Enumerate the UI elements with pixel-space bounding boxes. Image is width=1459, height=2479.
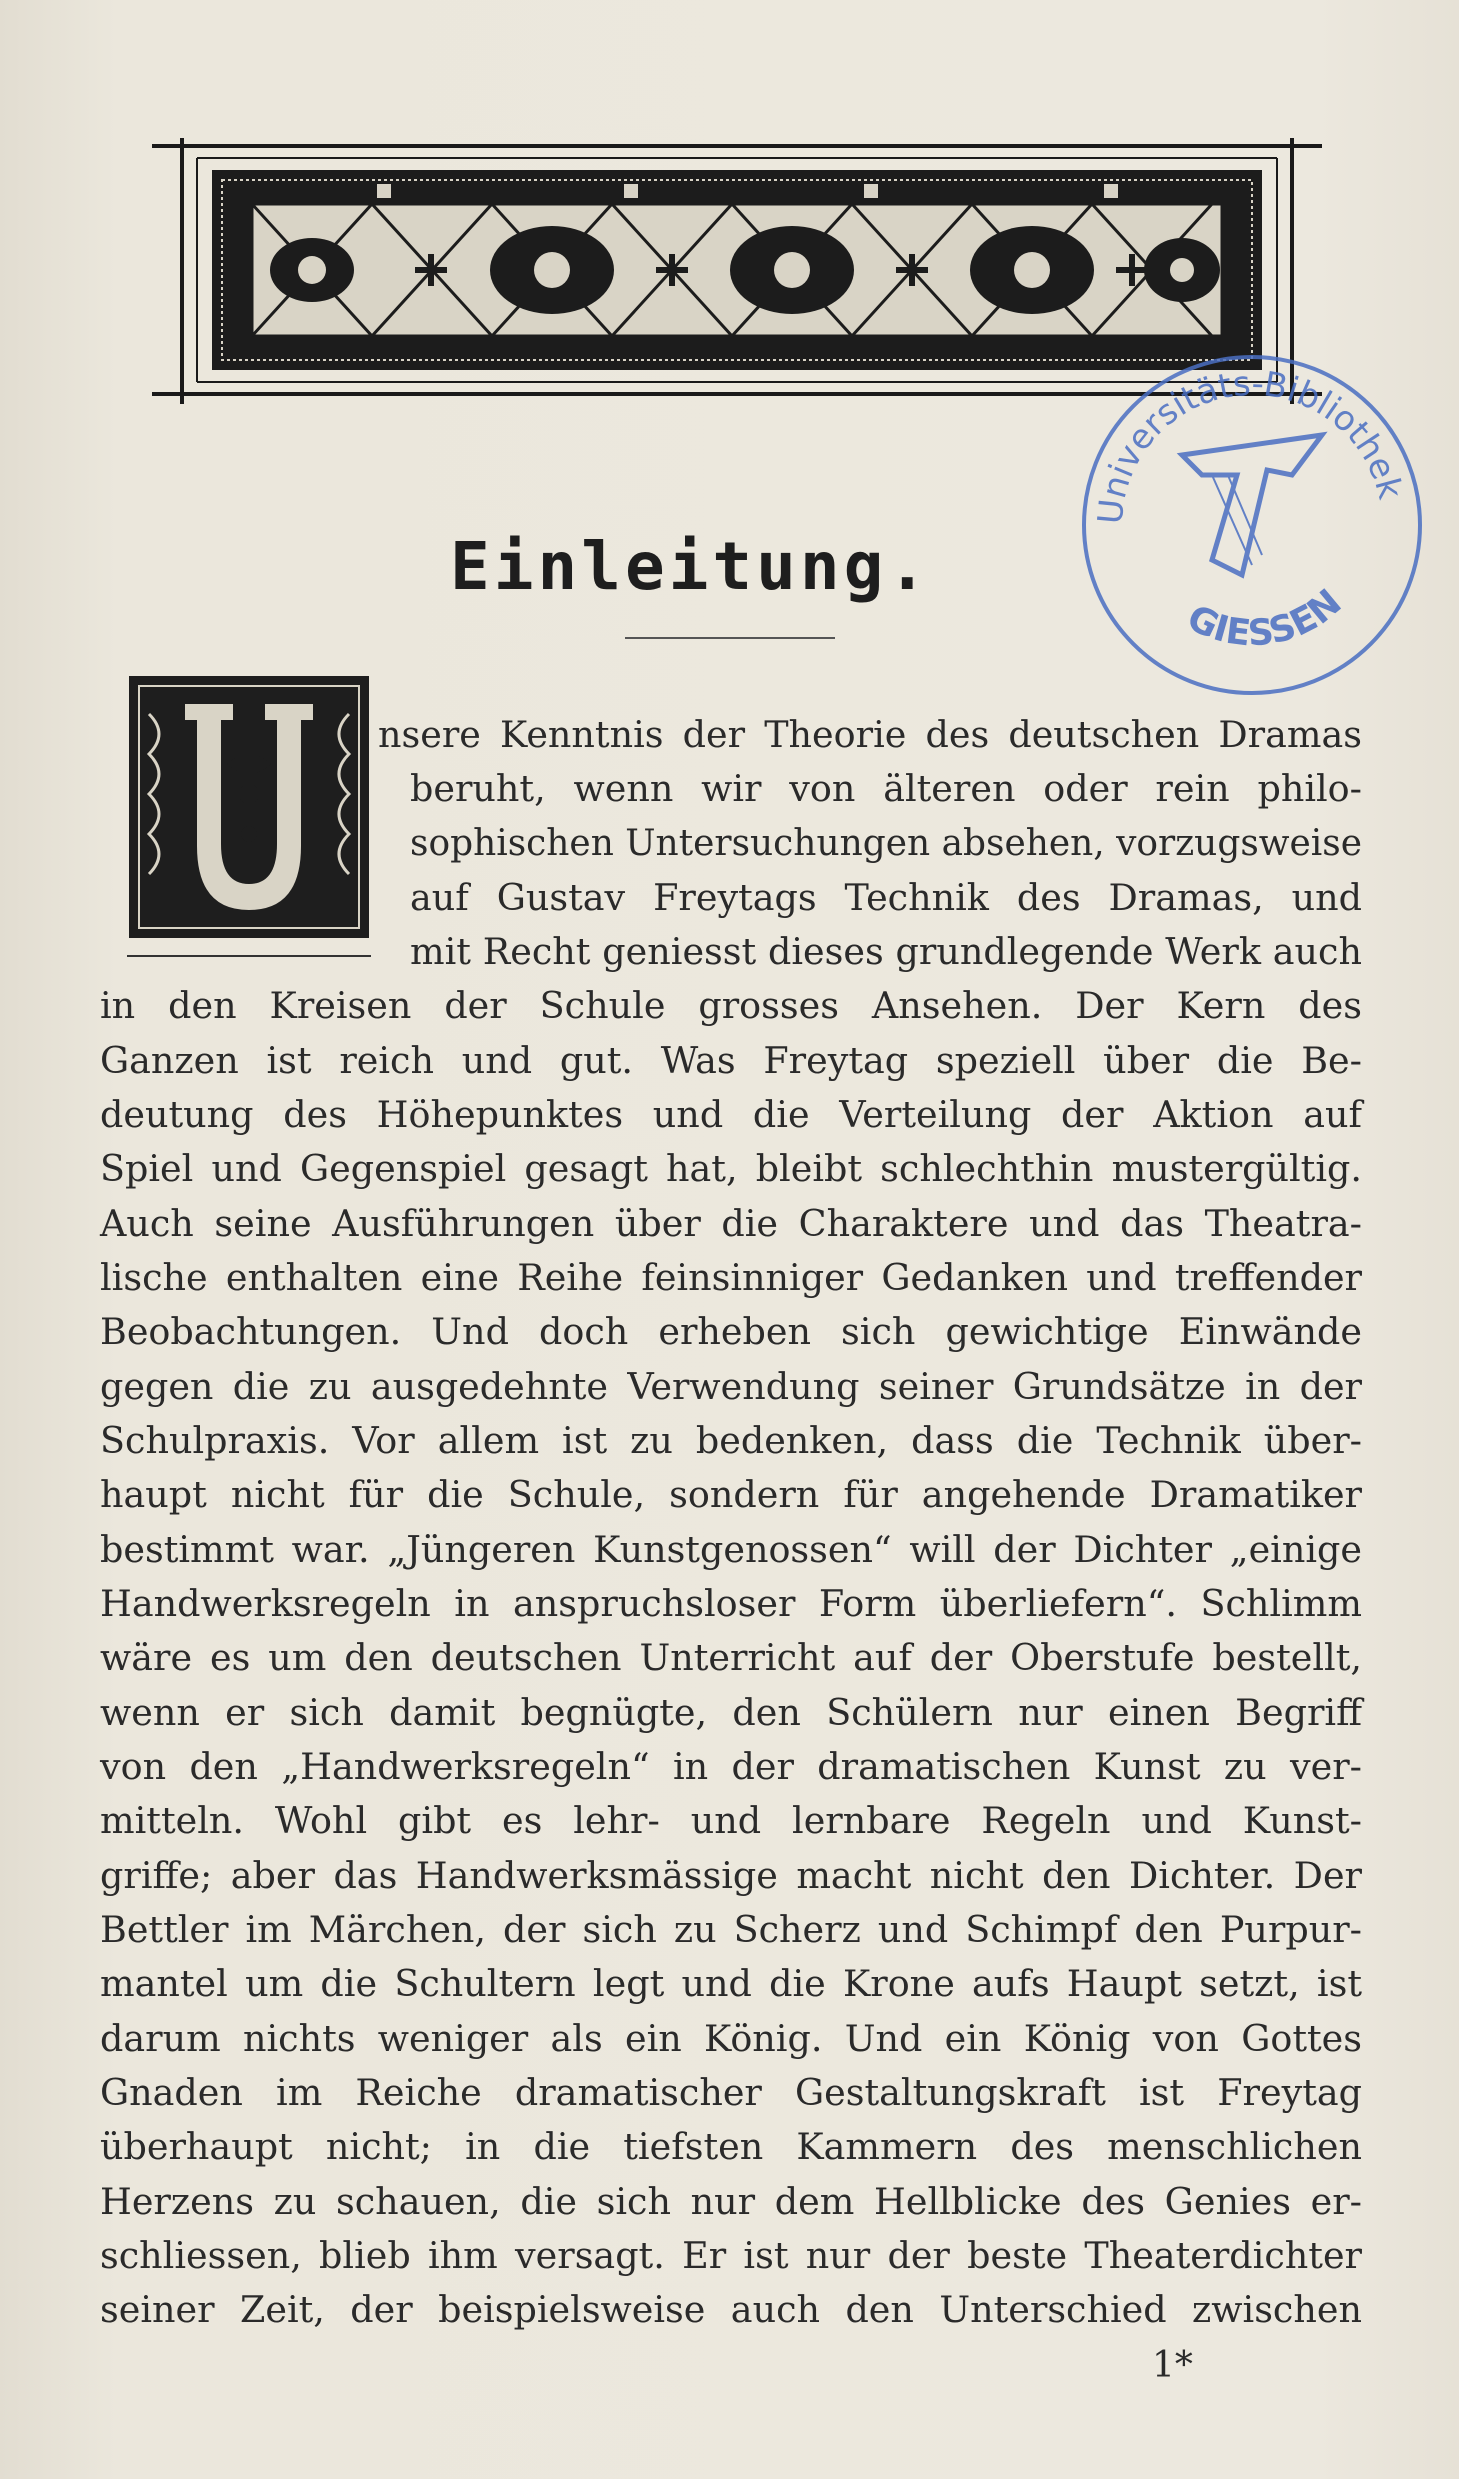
- text-line: Spiel und Gegenspiel gesagt hat, bleibt schlechthin mustergültig.: [100, 1147, 1362, 1190]
- text-line: haupt nicht für die Schule, sondern für angehende Dramatiker: [100, 1473, 1362, 1516]
- text-line: Herzens zu schauen, die sich nur dem Hellblicke des Genies er-: [100, 2180, 1362, 2223]
- text-line: darum nichts weniger als ein König. Und ein König von Gottes: [100, 2017, 1362, 2060]
- text-line: auf Gustav Freytags Technik des Dramas, und: [410, 876, 1362, 919]
- text-line: mitteln. Wohl gibt es lehr- und lernbare Regeln und Kunst-: [100, 1799, 1362, 1842]
- text-line: Gnaden im Reiche dramatischer Gestaltungskraft ist Freytag: [100, 2071, 1362, 2114]
- text-line: mantel um die Schultern legt und die Krone aufs Haupt setzt, ist: [100, 1962, 1362, 2005]
- text-line: wenn er sich damit begnügte, den Schülern nur einen Begriff: [100, 1691, 1362, 1734]
- library-stamp: [1062, 325, 1442, 705]
- drop-cap-initial: [127, 674, 371, 940]
- text-line: beruht, wenn wir von älteren oder rein philo-: [410, 767, 1362, 810]
- stamp-text-bottom: GIESSEN: [1180, 581, 1350, 655]
- text-line: sophischen Untersuchungen absehen, vorzugsweise: [410, 821, 1362, 864]
- text-line: seiner Zeit, der beispielsweise auch den Unterschied zwischen: [100, 2288, 1362, 2331]
- text-line: mit Recht geniesst dieses grundlegende Werk auch: [410, 930, 1362, 973]
- title-rule: [625, 637, 835, 639]
- drop-cap-rule: [127, 955, 371, 957]
- text-line: griffe; aber das Handwerksmässige macht nicht den Dichter. Der: [100, 1854, 1362, 1897]
- text-line: schliessen, blieb ihm versagt. Er ist nur der beste Theaterdichter: [100, 2234, 1362, 2277]
- text-line: von den „Handwerksregeln“ in der dramatischen Kunst zu ver-: [100, 1745, 1362, 1788]
- text-line: gegen die zu ausgedehnte Verwendung seiner Grundsätze in der: [100, 1365, 1362, 1408]
- text-line: Ganzen ist reich und gut. Was Freytag speziell über die Be-: [100, 1039, 1362, 1082]
- text-line: wäre es um den deutschen Unterricht auf der Oberstufe bestellt,: [100, 1636, 1362, 1679]
- stamp-text-top: Universitäts-Bibliothek: [1090, 363, 1411, 526]
- text-line: deutung des Höhepunktes und die Verteilung der Aktion auf: [100, 1093, 1362, 1136]
- text-line: nsere Kenntnis der Theorie des deutschen Dramas: [378, 713, 1362, 756]
- text-line: Schulpraxis. Vor allem ist zu bedenken, dass die Technik über-: [100, 1419, 1362, 1462]
- text-line: Beobachtungen. Und doch erheben sich gewichtige Einwände: [100, 1310, 1362, 1353]
- text-line: Bettler im Märchen, der sich zu Scherz und Schimpf den Purpur-: [100, 1908, 1362, 1951]
- text-line: überhaupt nicht; in die tiefsten Kammern des menschlichen: [100, 2125, 1362, 2168]
- chapter-title: Einleitung.: [450, 528, 932, 605]
- text-line: Handwerksregeln in anspruchsloser Form überliefern“. Schlimm: [100, 1582, 1362, 1625]
- text-line: in den Kreisen der Schule grosses Ansehen. Der Kern des: [100, 984, 1362, 1027]
- text-line: bestimmt war. „Jüngeren Kunstgenossen“ will der Dichter „einige: [100, 1528, 1362, 1571]
- page-number: 1*: [1152, 2345, 1193, 2386]
- text-line: lische enthalten eine Reihe feinsinniger Gedanken und treffender: [100, 1256, 1362, 1299]
- text-line: Auch seine Ausführungen über die Charaktere und das Theatra-: [100, 1202, 1362, 1245]
